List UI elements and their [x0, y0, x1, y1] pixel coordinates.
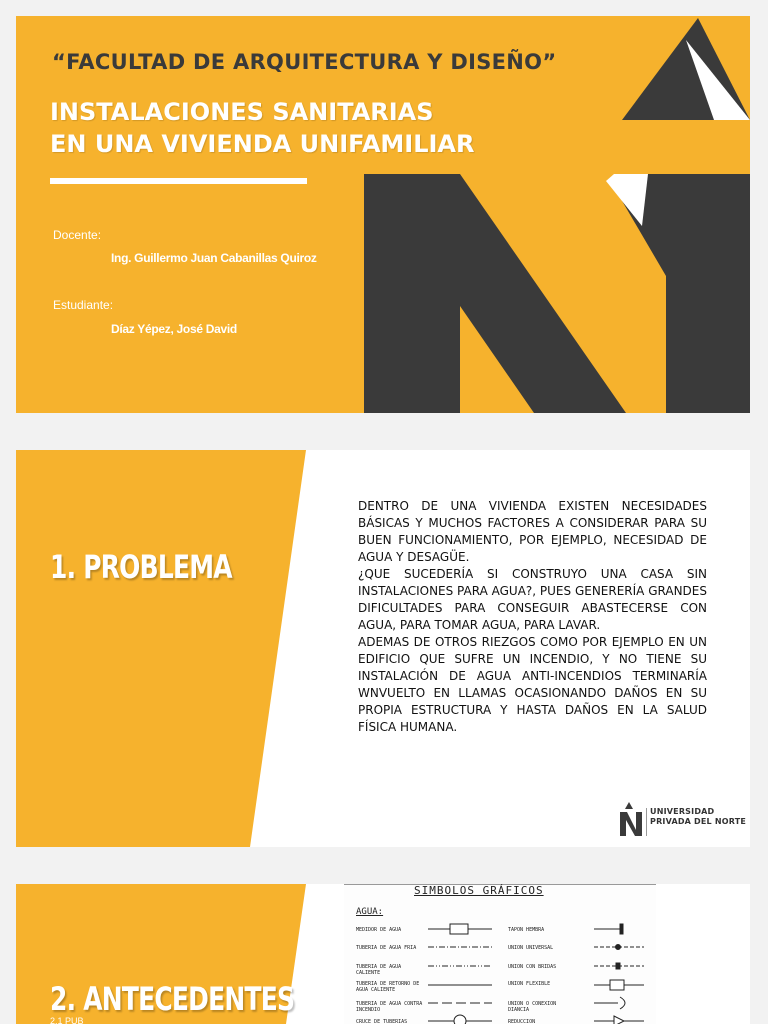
- antecedents-subheading: 2.1 PUB: [50, 1016, 84, 1024]
- symbol-label: MEDIDOR DE AGUA: [356, 927, 402, 933]
- docente-name: Ing. Guillermo Juan Cabanillas Quiroz: [111, 251, 317, 265]
- problem-slide: [16, 450, 750, 847]
- title-underline-bar: [50, 178, 307, 184]
- docente-label: Docente:: [53, 228, 102, 242]
- symbols-title: SIMBOLOS GRÁFICOS: [414, 884, 544, 897]
- problem-paragraph: DENTRO DE UNA VIVIENDA EXISTEN NECESIDADES BÁSICAS Y MUCHOS FACTORES A CONSIDERAR PARA SU BUEN FUNCIONAMIENTO, POR EJEMPLO, NECESIDAD DE AGUA Y DESAGÜE.: [358, 499, 707, 564]
- symbol-label: TUBERIA DE RETORNO DE AGUA CALIENTE: [356, 981, 420, 993]
- graphic-symbols-image: [344, 884, 656, 1024]
- problem-heading: 1. PROBLEMA: [50, 548, 232, 586]
- symbol-label: TUBERIA DE AGUA FRIA: [356, 945, 417, 951]
- symbol-label: TAPON HEMBRA: [508, 927, 545, 933]
- symbol-label: UNION O CONEXION DIANCIA: [508, 1001, 557, 1013]
- problem-paragraph: ¿QUE SUCEDERÍA SI CONSTRUYO UNA CASA SIN INSTALACIONES PARA AGUA?, PUES GENERERÍA GRANDES DIFICULTADES PARA CONSEGUIR ABASTECERSE CON AGUA, PARA TOMAR AGUA, PARA LAVAR.: [358, 567, 707, 632]
- faculty-title: “FACULTAD DE ARQUITECTURA Y DISEÑO”: [52, 50, 557, 74]
- symbol-label: TUBERIA DE AGUA CALIENTE: [356, 964, 402, 976]
- symbol-label: REDUCCION: [508, 1019, 536, 1024]
- symbol-label: UNION FLEXIBLE: [508, 981, 551, 987]
- title-line-2: EN UNA VIVIENDA UNIFAMILIAR: [50, 130, 475, 158]
- logo-line-1: UNIVERSIDAD: [650, 807, 715, 816]
- antecedents-heading: 2. ANTECEDENTES: [50, 980, 295, 1018]
- upn-logo-text: [650, 807, 746, 827]
- problem-body: [358, 498, 707, 736]
- title-slide: [16, 16, 750, 413]
- university-n-logo-art: [356, 16, 750, 413]
- estudiante-name: Díaz Yépez, José David: [111, 322, 237, 336]
- logo-line-2: PRIVADA DEL NORTE: [650, 817, 747, 826]
- problem-paragraph: ADEMAS DE OTROS RIEZGOS COMO POR EJEMPLO EN UN EDIFICIO QUE SUFRE UN INCENDIO, Y NO TIENE SU INSTALACIÓN DE AGUA ANTI-INCENDIOS TERMINARÍA WNVUELTO EN LLAMAS OCASIONANDO DAÑOS EN SU PROPIA ESTRUCTURA Y HASTA DAÑOS EN LA SALUD FÍSICA HUMANA.: [358, 635, 707, 734]
- problem-side-panel: [16, 450, 316, 847]
- pipe-symbols-drawing: [344, 885, 656, 1024]
- symbol-label: UNION CON BRIDAS: [508, 964, 557, 970]
- title-line-1: INSTALACIONES SANITARIAS: [50, 98, 434, 126]
- estudiante-label: Estudiante:: [53, 298, 114, 312]
- symbols-subtitle: AGUA:: [356, 907, 384, 917]
- antecedents-slide: [16, 884, 750, 1024]
- symbol-label: TUBERIA DE AGUA CONTRA INCENDIO: [356, 1001, 423, 1013]
- symbol-label: UNION UNIVERSAL: [508, 945, 554, 951]
- symbol-label: CRUCE DE TUBERIAS: [356, 1019, 408, 1024]
